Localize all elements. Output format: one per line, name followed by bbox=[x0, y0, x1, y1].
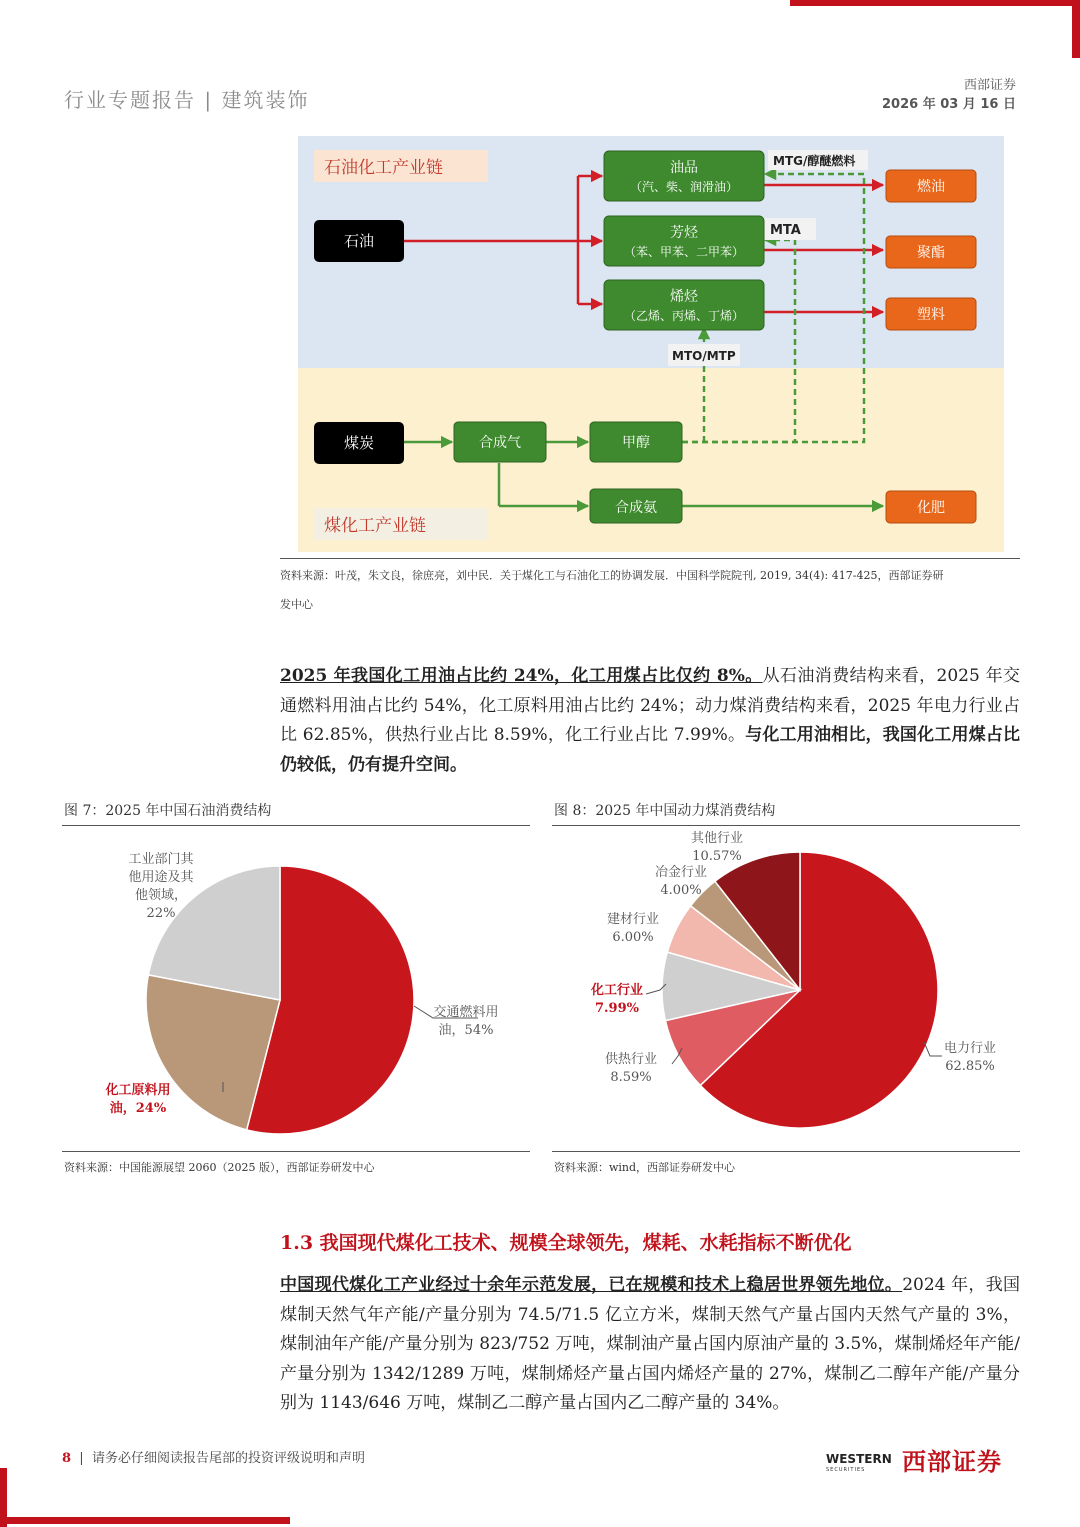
para2-body: 2024 年，我国煤制天然气年产能/产量分别为 74.5/71.5 亿立方米，煤制天然气产量占国内天然气产量的 3%，煤制油年产能/产量分别为 823/752 万吨，煤制油产量占国内原油产量的 3.5%，煤制烯烃年产能/产量分别为 1342/1289 万吨，煤制烯烃产量占国内烯烃产量的 27%，煤制乙二醇年产能/产量分别为 1143/646 万吨，煤制乙二醇产量占国内乙二醇产量的 34%。 bbox=[280, 1275, 1021, 1413]
svg-text:燃油: 燃油 bbox=[917, 179, 945, 195]
corner-mark-top bbox=[790, 0, 1080, 6]
svg-text:聚酯: 聚酯 bbox=[917, 245, 945, 261]
fig7-source: 资料来源：中国能源展望 2060（2025 版），西部证券研发中心 bbox=[64, 1161, 375, 1174]
fig8-label-building: 建材行业 6.00% bbox=[606, 912, 659, 945]
svg-text:石油: 石油 bbox=[343, 232, 375, 250]
diagram-source-continued: 发中心 bbox=[280, 598, 313, 611]
svg-text:油品: 油品 bbox=[670, 160, 698, 176]
para1-conclusion: 与化工用油相比，我国化工用煤占比仍较低，仍有提升空间。 bbox=[280, 725, 1021, 775]
para2-lead: 中国现代煤化工产业经过十余年示范发展，已在规模和技术上稳居世界领先地位。 bbox=[280, 1275, 903, 1295]
mta-tag: MTA bbox=[770, 223, 801, 238]
coal-chain-label: 煤化工产业链 bbox=[324, 516, 426, 536]
svg-text:（乙烯、丙烯、丁烯）: （乙烯、丙烯、丁烯） bbox=[623, 309, 745, 323]
fig7-label-other: 工业部门其 他用途及其 他领域， 22% bbox=[128, 852, 194, 921]
svg-text:甲醇: 甲醇 bbox=[622, 435, 650, 451]
fig8-title: 图 8：2025 年中国动力煤消费结构 bbox=[554, 803, 776, 819]
paragraph-consumption bbox=[280, 662, 1020, 780]
corner-mark-bottom-vertical bbox=[0, 1468, 7, 1527]
footer-disclaimer: 8 | 请务必仔细阅读报告尾部的投资评级说明和声明 bbox=[62, 1451, 365, 1466]
svg-text:芳烃: 芳烃 bbox=[670, 225, 698, 241]
fig8-label-other: 其他行业 10.57% bbox=[690, 831, 743, 864]
svg-text:（苯、甲苯、二甲苯）: （苯、甲苯、二甲苯） bbox=[623, 245, 745, 259]
logo-en: WESTERN bbox=[826, 1452, 892, 1466]
petro-chain-label: 石油化工产业链 bbox=[324, 158, 443, 178]
corner-mark-top-vertical bbox=[1072, 0, 1080, 58]
fig8-label-metallurgy: 冶金行业 4.00% bbox=[654, 865, 707, 898]
report-category: 行业专题报告 | 建筑装饰 bbox=[64, 88, 310, 112]
fig7-label-chemical: 化工原料用 油，24% bbox=[105, 1083, 171, 1116]
fig8-label-heating: 供热行业 8.59% bbox=[604, 1052, 657, 1085]
fig7-title: 图 7：2025 年中国石油消费结构 bbox=[64, 803, 272, 819]
corner-mark-bottom bbox=[0, 1517, 290, 1524]
svg-text:合成气: 合成气 bbox=[479, 435, 521, 451]
company-name: 西部证券 bbox=[963, 78, 1016, 93]
svg-text:化肥: 化肥 bbox=[917, 500, 945, 516]
svg-text:烯烃: 烯烃 bbox=[670, 289, 698, 305]
mto-tag: MTO/MTP bbox=[672, 349, 736, 363]
page-number: 8 bbox=[62, 1451, 72, 1466]
svg-text:（汽、柴、润滑油）: （汽、柴、润滑油） bbox=[629, 180, 739, 194]
section-heading: 1.3 我国现代煤化工技术、规模全球领先，煤耗、水耗指标不断优化 bbox=[280, 1232, 852, 1254]
fig8-label-chemical: 化工行业 7.99% bbox=[590, 983, 643, 1016]
svg-text:塑料: 塑料 bbox=[917, 307, 945, 323]
para1-body: 从石油消费结构来看，2025 年交通燃料用油占比约 54%，化工原料用油占比约 24%；动力煤消费结构来看，2025 年电力行业占比 62.85%，供热行业占比 8.59%，化工行业占比 7.99%。 bbox=[280, 666, 1020, 745]
industry-chain-diagram bbox=[298, 136, 1004, 552]
company-logo: 西部证券 bbox=[902, 1448, 1002, 1476]
svg-text:合成氨: 合成氨 bbox=[615, 500, 657, 516]
paragraph-coal-chemical bbox=[280, 1271, 1020, 1419]
mtg-tag: MTG/醇醚燃料 bbox=[773, 154, 856, 168]
report-date: 2026 年 03 月 16 日 bbox=[882, 97, 1016, 112]
diagram-source: 资料来源：叶茂，朱文良，徐庶亮，刘中民．关于煤化工与石油化工的协调发展．中国科学院院刊, 2019, 34(4): 417-425，西部证券研 bbox=[280, 569, 944, 582]
logo-en-sub: SECURITIES bbox=[826, 1467, 866, 1473]
para1-lead: 2025 年我国化工用油占比约 24%，化工用煤占比仅约 8%。 bbox=[280, 666, 763, 686]
fig7-label-transport: 交通燃料用 油，54% bbox=[433, 1005, 499, 1038]
svg-text:煤炭: 煤炭 bbox=[343, 434, 375, 452]
fig8-label-power: 电力行业 62.85% bbox=[943, 1041, 996, 1074]
divider bbox=[280, 558, 1020, 559]
fig8-source: 资料来源：wind，西部证券研发中心 bbox=[554, 1161, 736, 1174]
